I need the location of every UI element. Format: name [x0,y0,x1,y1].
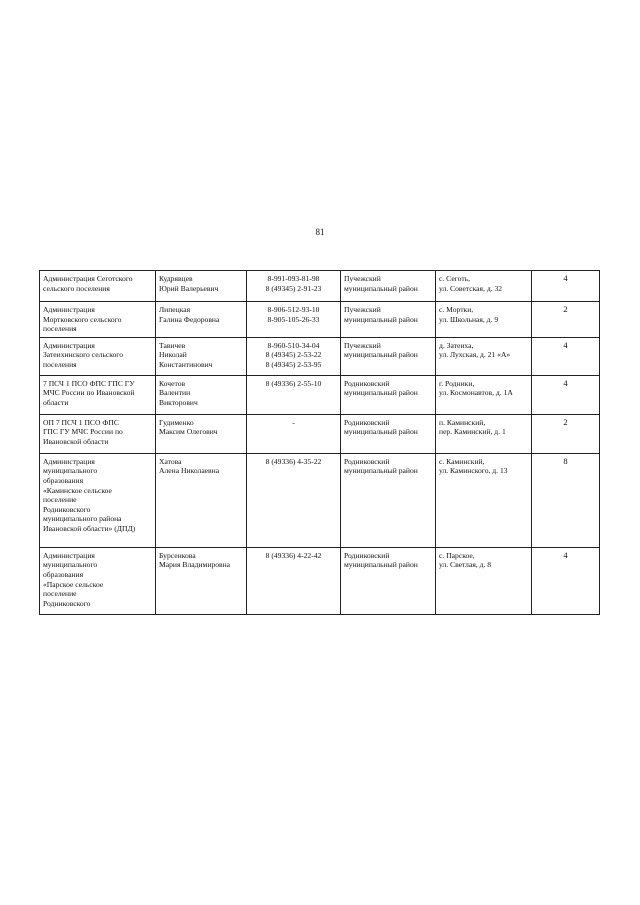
phone-cell: 8-906-512-93-10 8-905-105-26-33 [247,302,341,338]
address-cell: с. Мортки, ул. Школьная, д. 9 [436,302,532,338]
contact-person-cell: Хатова Алена Николаевна [156,453,247,547]
address-cell: с. Парское, ул. Светлая, д. 8 [436,547,532,614]
phone-cell: 8-960-510-34-04 8 (49345) 2-53-22 8 (49345) 2-53-95 [247,337,341,375]
contact-person-cell: Гудименко Максим Олегович [156,414,247,453]
district-cell: Пучежский муниципальный район [341,302,436,338]
organization-cell: Администрация Сеготского сельского поселения [40,271,156,302]
phone-cell: 8 (49336) 4-22-42 [247,547,341,614]
phone-cell: - [247,414,341,453]
table-row [40,302,600,338]
address-cell: с. Каминский, ул. Каминского, д. 13 [436,453,532,547]
address-cell: п. Каминский, пер. Каминский, д. 1 [436,414,532,453]
organization-cell: Администрация Мортковского сельского поселения [40,302,156,338]
contacts-table [39,270,600,615]
phone-cell: 8 (49336) 4-35-22 [247,453,341,547]
contact-person-cell: Кочетов Валентин Викторович [156,375,247,414]
table-row [40,453,600,547]
contact-person-cell: Липецкая Галина Федоровна [156,302,247,338]
phone-cell: 8-991-093-81-98 8 (49345) 2-91-23 [247,271,341,302]
address-cell: д. Затеиха, ул. Лухская, д. 21 «А» [436,337,532,375]
table-row [40,337,600,375]
table-row [40,375,600,414]
count-cell: 4 [532,271,600,302]
organization-cell: 7 ПСЧ 1 ПСО ФПС ГПС ГУ МЧС России по Ивановской области [40,375,156,414]
phone-cell: 8 (49336) 2-55-10 [247,375,341,414]
district-cell: Пучежский муниципальный район [341,337,436,375]
table-row [40,547,600,614]
count-cell: 4 [532,547,600,614]
count-cell: 8 [532,453,600,547]
count-cell: 4 [532,337,600,375]
district-cell: Пучежский муниципальный район [341,271,436,302]
district-cell: Родниковский муниципальный район [341,414,436,453]
address-cell: г. Родники, ул. Космонавтов, д. 1А [436,375,532,414]
organization-cell: ОП 7 ПСЧ 1 ПСО ФПС ГПС ГУ МЧС России по Ивановской области [40,414,156,453]
count-cell: 2 [532,414,600,453]
contact-person-cell: Кудрявцев Юрий Валерьевич [156,271,247,302]
organization-cell: Администрация Затеихинского сельского поселения [40,337,156,375]
table-row [40,414,600,453]
district-cell: Родниковский муниципальный район [341,547,436,614]
count-cell: 2 [532,302,600,338]
district-cell: Родниковский муниципальный район [341,453,436,547]
table-row [40,271,600,302]
address-cell: с. Сеготь, ул. Советская, д. 32 [436,271,532,302]
organization-cell: Администрация муниципального образования «Каминское сельское поселение Родниковского муниципального района Ивановской области» (ДПД) [40,453,156,547]
district-cell: Родниковский муниципальный район [341,375,436,414]
count-cell: 4 [532,375,600,414]
organization-cell: Администрация муниципального образования «Парское сельское поселение Родниковского [40,547,156,614]
contact-person-cell: Тавичев Николай Константинович [156,337,247,375]
page-number: 81 [315,227,325,237]
contact-person-cell: Бурсенкова Мария Владимировна [156,547,247,614]
